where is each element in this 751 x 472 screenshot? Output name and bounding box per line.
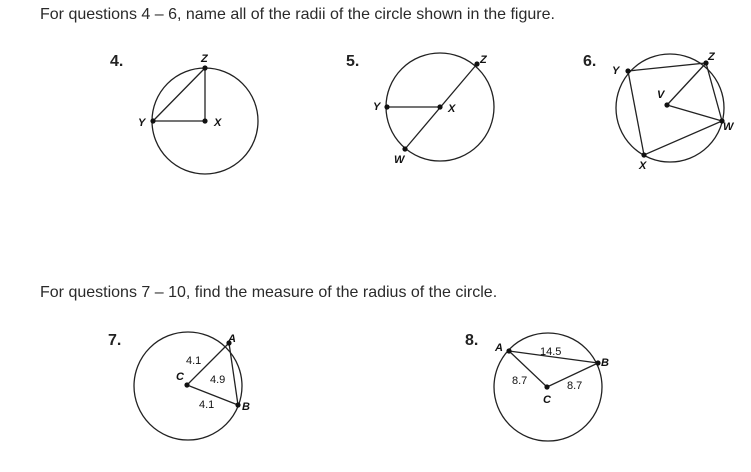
problem-8-point-a <box>506 348 511 353</box>
problem-8-label-a: A <box>495 342 503 354</box>
problem-5-number: 5. <box>346 53 360 70</box>
problem-5-label-w: W <box>394 154 405 166</box>
problem-8-label-b: B <box>601 357 609 369</box>
problem-8-measure-ab: 14.5 <box>540 346 562 358</box>
problem-7-label-c: C <box>176 371 184 383</box>
problem-6-number: 6. <box>583 53 597 70</box>
problem-6-label-v: V <box>657 89 665 101</box>
problem-4-label-z: Z <box>201 53 208 65</box>
problem-7-measure-ab: 4.9 <box>210 374 226 386</box>
problem-5-label-y: Y <box>373 101 381 113</box>
problem-8-number: 8. <box>465 332 479 349</box>
problem-7-measure-cb: 4.1 <box>199 399 215 411</box>
problem-7-label-a: A <box>228 333 236 345</box>
problem-6-label-y: Y <box>612 65 620 77</box>
problem-7-number: 7. <box>108 332 122 349</box>
problem-6-label-z: Z <box>708 51 715 63</box>
problem-5-label-z: Z <box>480 54 487 66</box>
problem-8-point-b <box>595 360 600 365</box>
problem-8-label-c: C <box>543 394 551 406</box>
problem-7-measure-ca: 4.1 <box>186 355 202 367</box>
problem-8-point-c <box>544 384 549 389</box>
problem-7-label-b: B <box>242 401 250 413</box>
problem-4-label-y: Y <box>138 117 146 129</box>
problem-5-label-x: X <box>448 103 456 115</box>
problem-6-label-w: W <box>723 121 734 133</box>
problem-8-measure-ac: 8.7 <box>512 375 528 387</box>
instruction-questions-4-6: For questions 4 – 6, name all of the radii of the circle shown in the figure. <box>40 6 555 23</box>
problem-8-measure-cb: 8.7 <box>567 380 583 392</box>
instruction-questions-7-10: For questions 7 – 10, find the measure of the radius of the circle. <box>40 284 498 301</box>
problem-4-label-x: X <box>214 117 222 129</box>
problem-4-number: 4. <box>110 53 124 70</box>
problem-6-label-x: X <box>639 160 647 172</box>
